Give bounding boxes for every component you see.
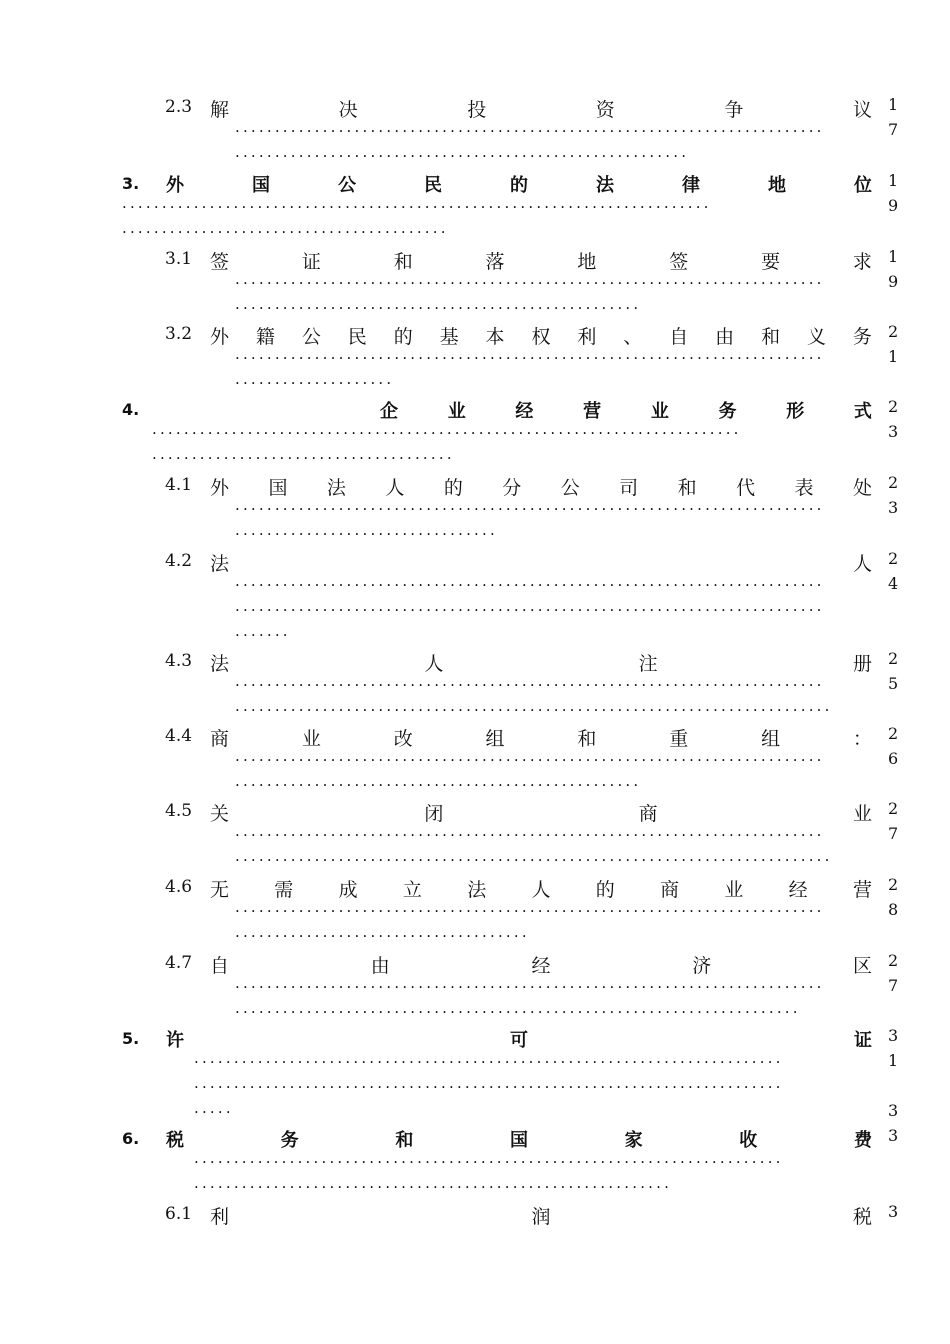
toc-page-number: 7 bbox=[888, 120, 899, 139]
toc-leader-dots: ....... bbox=[235, 624, 291, 639]
toc-leader-dots: .......................................................................... bbox=[235, 674, 825, 689]
toc-entry-title: 关 闭 商 业 bbox=[210, 803, 872, 825]
toc-entry-title: 无 需 成 立 法 人 的 商 业 经 营 bbox=[210, 879, 872, 901]
toc-entry-title: 解 决 投 资 争 议 bbox=[210, 99, 872, 121]
toc-page-number: 2 bbox=[888, 473, 899, 492]
toc-page-number: 2 bbox=[888, 951, 899, 970]
toc-entry-number: 5. bbox=[122, 1029, 140, 1048]
toc-entry-title: 许 可 证 bbox=[166, 1030, 872, 1051]
toc-leader-dots: ......................................................... bbox=[235, 145, 690, 160]
toc-leader-dots: .......................................................................... bbox=[194, 1151, 784, 1166]
toc-leader-dots: ......................................... bbox=[122, 221, 449, 236]
toc-entry-title: 企 业 经 营 业 务 形 式 bbox=[380, 401, 872, 422]
toc-page-number: 3 bbox=[888, 1026, 899, 1045]
toc-entry-number: 6.1 bbox=[165, 1204, 193, 1224]
toc-page-number: 6 bbox=[888, 749, 899, 768]
toc-leader-dots: ...................................... bbox=[152, 447, 455, 462]
toc-page-number: 3 bbox=[888, 1101, 899, 1120]
toc-page-number: 9 bbox=[888, 196, 899, 215]
toc-leader-dots: .......................................................................... bbox=[152, 422, 742, 437]
toc-entry-number: 3. bbox=[122, 174, 140, 193]
toc-leader-dots: ........................................................................... bbox=[235, 849, 833, 864]
toc-leader-dots: .................... bbox=[235, 372, 395, 387]
toc-leader-dots: .......................................................................... bbox=[235, 976, 825, 991]
toc-page-number: 3 bbox=[888, 498, 899, 517]
toc-leader-dots: .......................................................................... bbox=[194, 1051, 784, 1066]
toc-leader-dots: .......................................................................... bbox=[235, 120, 825, 135]
toc-leader-dots: ..................................... bbox=[235, 925, 530, 940]
toc-leader-dots: ....................................................................... bbox=[235, 1001, 801, 1016]
toc-entry-number: 4.2 bbox=[165, 551, 193, 571]
toc-page-number: 2 bbox=[888, 322, 899, 341]
toc-page-number: 2 bbox=[888, 649, 899, 668]
toc-page-number: 2 bbox=[888, 549, 899, 568]
toc-entry-number: 3.1 bbox=[165, 249, 193, 269]
toc-page-number: 7 bbox=[888, 976, 899, 995]
toc-entry-number: 4.5 bbox=[165, 801, 193, 821]
toc-page-number: 3 bbox=[888, 1126, 899, 1145]
toc-leader-dots: ................................................... bbox=[235, 774, 642, 789]
toc-entry-number: 4.4 bbox=[165, 726, 193, 746]
toc-page-number: 2 bbox=[888, 724, 899, 743]
toc-leader-dots: ................................................... bbox=[235, 297, 642, 312]
toc-leader-dots: .......................................................................... bbox=[235, 599, 825, 614]
toc-page-number: 2 bbox=[888, 875, 899, 894]
toc-page-number: 1 bbox=[888, 347, 899, 366]
toc-leader-dots: .......................................................................... bbox=[235, 749, 825, 764]
toc-page-number: 2 bbox=[888, 397, 899, 416]
toc-page-number: 3 bbox=[888, 422, 899, 441]
toc-page-number: 4 bbox=[888, 574, 899, 593]
toc-entry-title: 税 务 和 国 家 收 费 bbox=[166, 1130, 872, 1151]
toc-leader-dots: .......................................................................... bbox=[235, 824, 825, 839]
toc-page-number: 2 bbox=[888, 799, 899, 818]
toc-leader-dots: .......................................................................... bbox=[194, 1076, 784, 1091]
toc-entry-number: 4.1 bbox=[165, 475, 193, 495]
toc-leader-dots: .......................................................................... bbox=[235, 574, 825, 589]
toc-leader-dots: ............................................................ bbox=[194, 1176, 673, 1191]
toc-entry-title: 外 籍 公 民 的 基 本 权 利 、 自 由 和 义 务 bbox=[210, 326, 872, 348]
toc-page-number: 1 bbox=[888, 95, 899, 114]
toc-entry-number: 6. bbox=[122, 1129, 140, 1148]
toc-leader-dots: ........................................................................... bbox=[235, 699, 833, 714]
toc-entry-title: 外 国 法 人 的 分 公 司 和 代 表 处 bbox=[210, 477, 872, 499]
toc-leader-dots: .......................................................................... bbox=[235, 272, 825, 287]
toc-page-number: 5 bbox=[888, 674, 899, 693]
toc-page-number: 7 bbox=[888, 824, 899, 843]
toc-page-number: 3 bbox=[888, 1202, 899, 1221]
toc-entry-number: 3.2 bbox=[165, 324, 193, 344]
toc-page-number: 1 bbox=[888, 247, 899, 266]
toc-leader-dots: .......................................................................... bbox=[235, 347, 825, 362]
toc-entry-number: 4.7 bbox=[165, 953, 193, 973]
toc-page-number: 8 bbox=[888, 900, 899, 919]
toc-page-number: 1 bbox=[888, 1051, 899, 1070]
toc-leader-dots: ................................. bbox=[235, 523, 498, 538]
toc-leader-dots: .......................................................................... bbox=[122, 196, 712, 211]
toc-entry-number: 2.3 bbox=[165, 97, 193, 117]
toc-page-number: 1 bbox=[888, 171, 899, 190]
toc-leader-dots: .......................................................................... bbox=[235, 498, 825, 513]
toc-entry-title: 商 业 改 组 和 重 组 ： bbox=[210, 728, 872, 750]
toc-entry-number: 4.6 bbox=[165, 877, 193, 897]
toc-entry-title: 签 证 和 落 地 签 要 求 bbox=[210, 251, 872, 273]
toc-entry-number: 4.3 bbox=[165, 651, 193, 671]
toc-entry-title: 法 人 bbox=[210, 553, 872, 575]
toc-page-number: 9 bbox=[888, 272, 899, 291]
toc-entry-title: 自 由 经 济 区 bbox=[210, 955, 872, 977]
toc-leader-dots: .......................................................................... bbox=[235, 900, 825, 915]
toc-leader-dots: ..... bbox=[194, 1101, 234, 1116]
toc-entry-title: 法 人 注 册 bbox=[210, 653, 872, 675]
toc-entry-number: 4. bbox=[122, 400, 140, 419]
toc-entry-title: 外 国 公 民 的 法 律 地 位 bbox=[166, 175, 872, 196]
toc-entry-title: 利 润 税 bbox=[210, 1206, 872, 1228]
